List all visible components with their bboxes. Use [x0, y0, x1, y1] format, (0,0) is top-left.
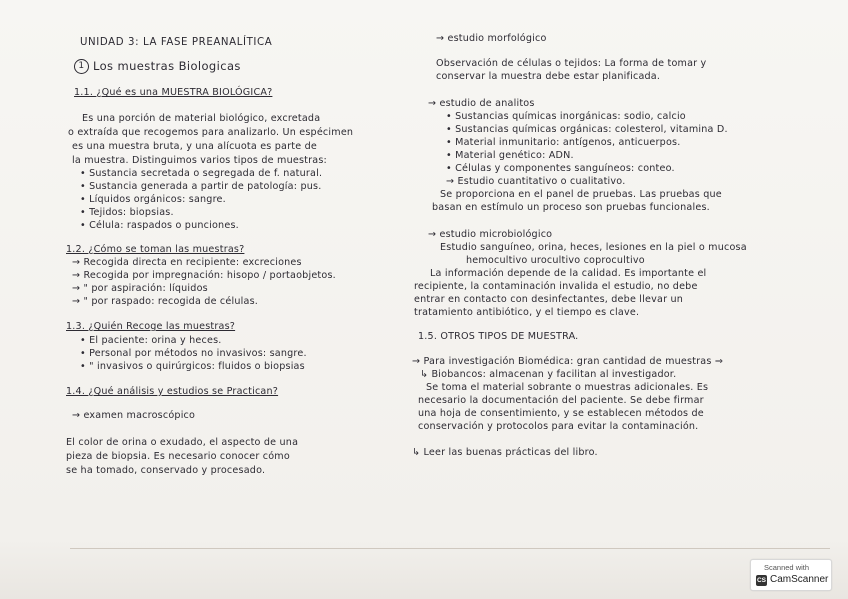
analyte-item: • Sustancias químicas inorgánicas: sodio, calcio	[446, 111, 686, 122]
p1-line: o extraída que recogemos para analizarlo. Un espécimen	[68, 127, 354, 138]
final-note: ↳ Leer las buenas prácticas del libro.	[412, 447, 598, 458]
collector-item: • Personal por métodos no invasivos: sangre.	[80, 348, 307, 359]
other-types-text: una hoja de consentimiento, y se establecen métodos de	[418, 408, 704, 419]
morphology-text: conservar la muestra debe estar planificada.	[436, 71, 661, 82]
collection-method: → " por aspiración: líquidos	[72, 283, 208, 294]
macroscopic-exam-heading: → examen macroscópico	[72, 410, 196, 421]
analytes-heading: → estudio de analitos	[428, 98, 535, 109]
camscanner-badge	[750, 559, 832, 591]
analyte-item: • Células y componentes sanguíneos: conteo.	[446, 163, 675, 174]
question-4: 1.4. ¿Qué análisis y estudios se Practican?	[66, 386, 279, 397]
analyte-item: • Material inmunitario: antígenos, anticuerpos.	[446, 137, 681, 148]
badge-brand: CamScanner	[770, 574, 829, 585]
analytes-text: Se proporciona en el panel de pruebas. Las pruebas que	[440, 189, 722, 200]
other-types-text: necesario la documentación del paciente. Se debe firmar	[418, 395, 704, 406]
analyte-item: • Sustancias químicas orgánicas: colesterol, vitamina D.	[446, 124, 728, 135]
other-types-text: → Para investigación Biomédica: gran cantidad de muestras ⇒	[412, 356, 724, 367]
sample-type-item: • Sustancia secretada o segregada de f. natural.	[80, 168, 323, 179]
question-2: 1.2. ¿Cómo se toman las muestras?	[66, 244, 245, 255]
other-types-text: Se toma el material sobrante o muestras adicionales. Es	[426, 382, 709, 393]
p1-line: la muestra. Distinguimos varios tipos de muestras:	[72, 155, 327, 166]
question-5: 1.5. OTROS TIPOS DE MUESTRA.	[418, 331, 579, 342]
collection-method: → " por raspado: recogida de células.	[72, 296, 259, 307]
sample-type-item: • Líquidos orgánicos: sangre.	[80, 194, 226, 205]
analyte-item: • Material genético: ADN.	[446, 150, 574, 161]
collection-method: → Recogida por impregnación: hisopo / portaobjetos.	[72, 270, 336, 281]
morphology-heading: → estudio morfológico	[436, 33, 547, 44]
collector-item: • " invasivos o quirúrgicos: fluidos o biopsias	[80, 361, 305, 372]
microbiology-text: entrar en contacto con desinfectantes, debe llevar un	[414, 294, 684, 305]
question-1: 1.1. ¿Qué es una MUESTRA BIOLÓGICA?	[74, 87, 273, 98]
collection-method: → Recogida directa en recipiente: excreciones	[72, 257, 302, 268]
other-types-text: conservación y protocolos para evitar la contaminación.	[418, 421, 699, 432]
microbiology-text: tratamiento antibiótico, y el tiempo es clave.	[414, 307, 640, 318]
collector-item: • El paciente: orina y heces.	[80, 335, 222, 346]
sample-type-item: • Sustancia generada a partir de patología: pus.	[80, 181, 322, 192]
badge-scanned-with: Scanned with	[764, 563, 810, 572]
p4-line: pieza de biopsia. Es necesario conocer cómo	[66, 451, 290, 462]
other-types-text: ↳ Biobancos: almacenan y facilitan al investigador.	[420, 369, 677, 380]
question-3: 1.3. ¿Quién Recoge las muestras?	[66, 321, 236, 332]
analytes-text: basan en estímulo un proceso son pruebas funcionales.	[432, 202, 710, 213]
p1-line: es una muestra bruta, y una alícuota es parte de	[72, 141, 317, 152]
sample-type-item: • Tejidos: biopsias.	[80, 207, 174, 218]
microbiology-text: hemocultivo urocultivo coprocultivo	[466, 255, 645, 266]
analyte-item: → Estudio cuantitativo o cualitativo.	[446, 176, 626, 187]
microbiology-text: recipiente, la contaminación invalida el estudio, no debe	[414, 281, 698, 292]
sample-type-item: • Célula: raspados o punciones.	[80, 220, 239, 231]
camscanner-logo-icon: CS	[756, 577, 767, 584]
p1-line: Es una porción de material biológico, excretada	[82, 113, 321, 124]
section-number: 1	[74, 59, 89, 74]
microbiology-text: Estudio sanguíneo, orina, heces, lesiones en la piel o mucosa	[440, 242, 747, 253]
morphology-text: Observación de células o tejidos: La forma de tomar y	[436, 58, 707, 69]
section-title: Los muestras Biologicas	[93, 59, 241, 73]
p4-line: se ha tomado, conservado y procesado.	[66, 465, 266, 476]
microbiology-heading: → estudio microbiológico	[428, 229, 553, 240]
p4-line: El color de orina o exudado, el aspecto de una	[66, 437, 299, 448]
microbiology-text: La información depende de la calidad. Es importante el	[430, 268, 707, 279]
unit-title: UNIDAD 3: LA FASE PREANALÍTICA	[80, 37, 273, 48]
section-heading	[74, 59, 241, 74]
page-fold-line	[70, 548, 830, 549]
